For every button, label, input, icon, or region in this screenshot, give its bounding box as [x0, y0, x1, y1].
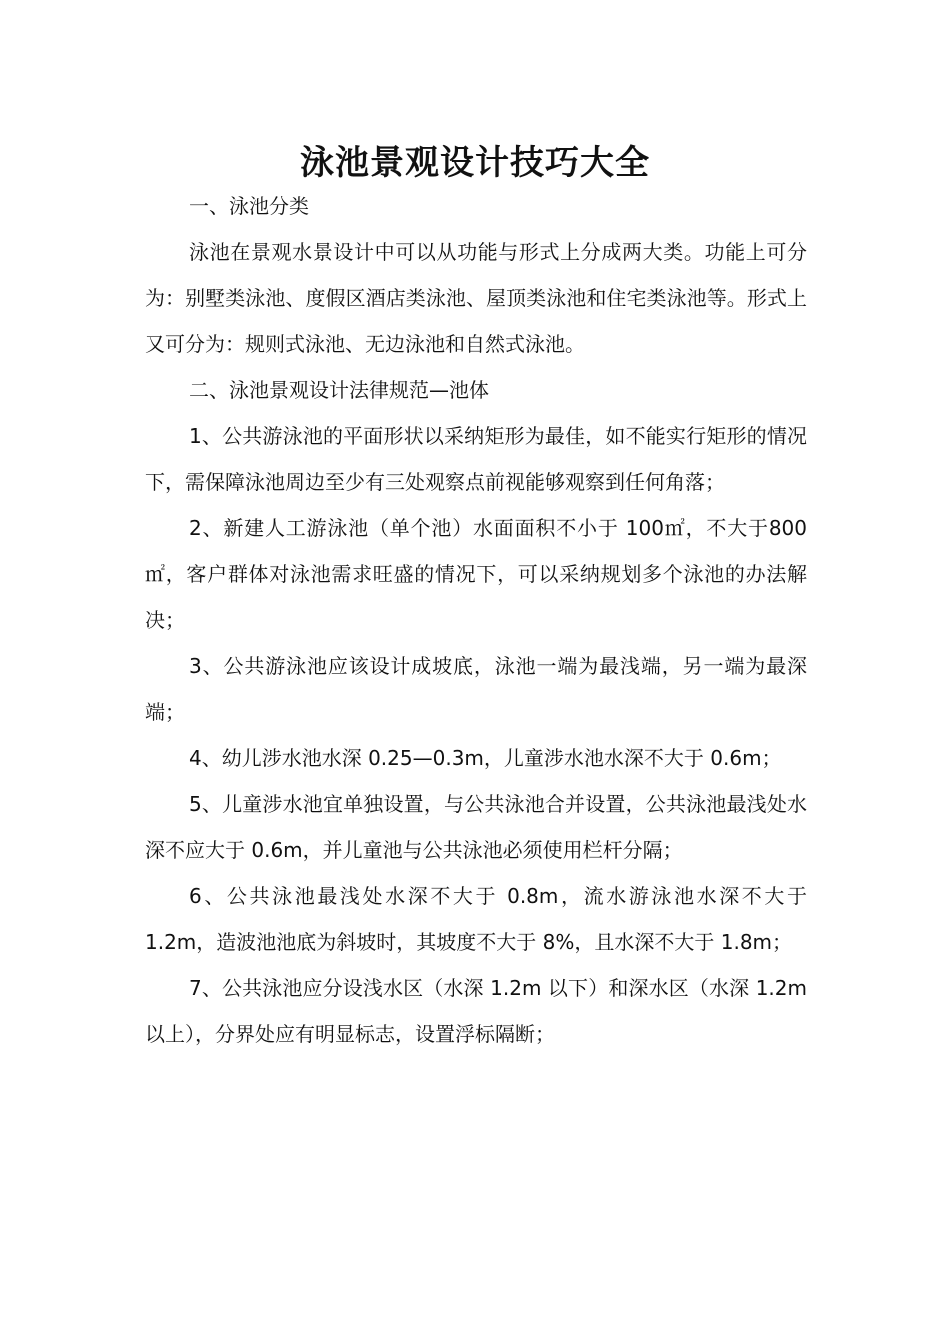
paragraph-item-1: 1、公共游泳池的平面形状以采纳矩形为最佳，如不能实行矩形的情况下，需保障泳池周边至少有三处观察点前视能够观察到任何角落；	[145, 424, 807, 494]
paragraph-item-4: 4、幼儿涉水池水深 0.25—0.3m，儿童涉水池水深不大于 0.6m；	[189, 746, 782, 770]
section-heading-regulations: 二、泳池景观设计法律规范—池体	[189, 378, 489, 402]
paragraph-item-5: 5、儿童涉水池宜单独设置，与公共泳池合并设置，公共泳池最浅处水深不应大于 0.6m，并儿童池与公共泳池必须使用栏杆分隔；	[145, 792, 807, 862]
paragraph-classification: 泳池在景观水景设计中可以从功能与形式上分成两大类。功能上可分为：别墅类泳池、度假区酒店类泳池、屋顶类泳池和住宅类泳池等。形式上又可分为：规则式泳池、无边泳池和自然式泳池。	[145, 240, 807, 356]
paragraph-item-2: 2、新建人工游泳池（单个池）水面面积不小于 100㎡，不大于800㎡，客户群体对泳池需求旺盛的情况下，可以采纳规划多个泳池的办法解决；	[145, 516, 807, 632]
document-body	[145, 183, 807, 1057]
paragraph-item-6: 6、公共泳池最浅处水深不大于 0.8m，流水游泳池水深不大于 1.2m，造波池池底为斜坡时，其坡度不大于 8%，且水深不大于 1.8m；	[145, 884, 807, 954]
document-title: 泳池景观设计技巧大全	[300, 142, 650, 183]
paragraph-item-7: 7、公共泳池应分设浅水区（水深 1.2m 以下）和深水区（水深 1.2m 以上），分界处应有明显标志，设置浮标隔断；	[145, 976, 807, 1046]
paragraph-item-3: 3、公共游泳池应该设计成坡底，泳池一端为最浅端，另一端为最深端；	[145, 654, 807, 724]
section-heading-classification: 一、泳池分类	[189, 194, 309, 218]
